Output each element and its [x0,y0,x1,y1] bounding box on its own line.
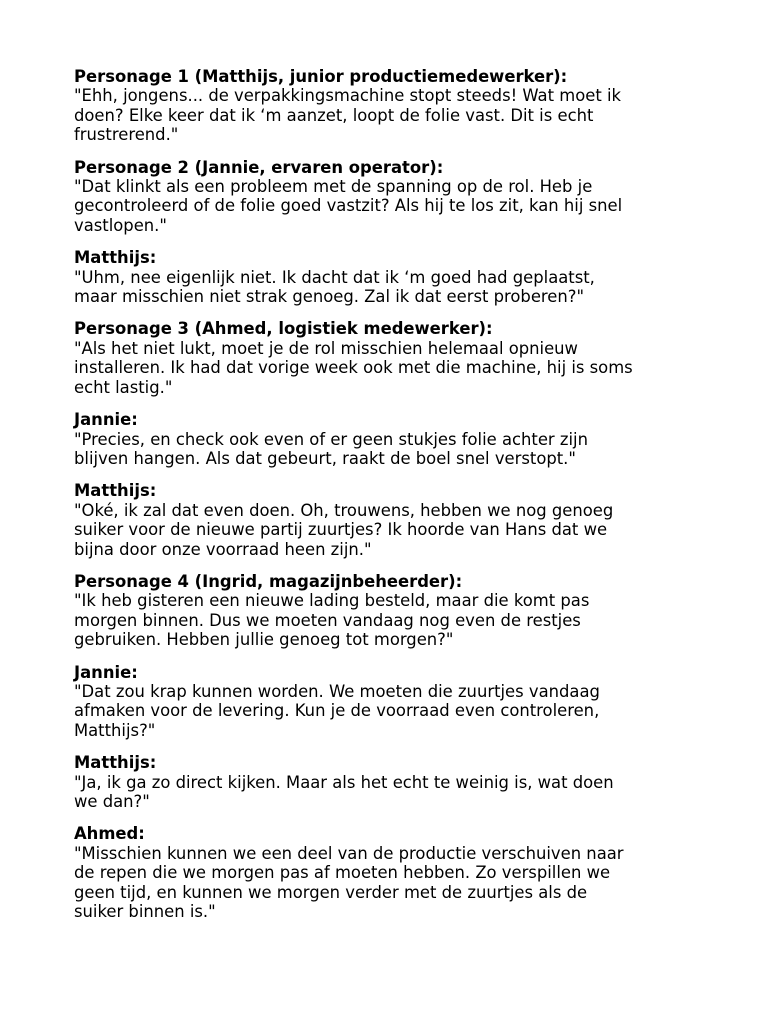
dialogue-line: frustrerend." [74,125,179,145]
dialogue-line: "Ja, ik ga zo direct kijken. Maar als het echt te weinig is, wat doen [74,772,614,792]
dialogue-block [74,663,714,741]
dialogue-block [74,410,714,468]
dialogue-line: "Ik heb gisteren een nieuwe lading besteld, maar die komt pas [74,591,590,611]
speaker-label: Ahmed: [74,824,145,844]
dialogue-line: Matthijs?" [74,720,156,740]
dialogue-line: echt lastig." [74,377,173,397]
dialogue-line: vastlopen." [74,215,167,235]
dialogue-block [74,67,714,145]
speaker-label: Jannie: [74,410,138,430]
dialogue-line: bijna door onze voorraad heen zijn." [74,539,372,559]
dialogue-line: "Misschien kunnen we een deel van de productie verschuiven naar [74,843,624,863]
dialogue-line: suiker voor de nieuwe partij zuurtjes? Ik hoorde van Hans dat we [74,520,608,540]
speaker-label: Personage 3 (Ahmed, logistiek medewerker): [74,319,493,339]
dialogue-block [74,481,714,559]
dialogue-line: "Uhm, nee eigenlijk niet. Ik dacht dat ik ‘m goed had geplaatst, [74,267,595,287]
dialogue-line: gecontroleerd of de folie goed vastzit? Als hij te los zit, kan hij snel [74,196,623,216]
dialogue-line: "Dat klinkt als een probleem met de spanning op de rol. Heb je [74,177,593,197]
dialogue-line: doen? Elke keer dat ik ‘m aanzet, loopt de folie vast. Dit is echt [74,105,594,125]
dialogue-block [74,248,714,306]
dialogue-line: "Dat zou krap kunnen worden. We moeten die zuurtjes vandaag [74,681,600,701]
dialogue-line: gebruiken. Hebben jullie genoeg tot morgen?" [74,630,454,650]
dialogue-line: "Precies, en check ook even of er geen stukjes folie achter zijn [74,429,588,449]
dialogue-line: de repen die we morgen pas af moeten hebben. Zo verspillen we [74,863,611,883]
dialogue-block [74,572,714,650]
speaker-label: Jannie: [74,662,138,682]
dialogue-line: geen tijd, en kunnen we morgen verder met de zuurtjes als de [74,882,588,902]
speaker-label: Personage 2 (Jannie, ervaren operator): [74,157,444,177]
dialogue-block [74,824,714,921]
speaker-label: Personage 1 (Matthijs, junior productiemedewerker): [74,67,568,86]
dialogue-line: afmaken voor de levering. Kun je de voorraad even controleren, [74,701,600,721]
dialogue-transcript [74,67,714,921]
dialogue-block [74,319,714,397]
dialogue-line: installeren. Ik had dat vorige week ook met die machine, hij is soms [74,358,633,378]
dialogue-line: blijven hangen. Als dat gebeurt, raakt de boel snel verstopt." [74,448,576,468]
dialogue-line: we dan?" [74,792,150,811]
dialogue-line: morgen binnen. Dus we moeten vandaag nog even de restjes [74,610,581,630]
speaker-label: Personage 4 (Ingrid, magazijnbeheerder): [74,571,463,591]
speaker-label: Matthijs: [74,481,157,501]
dialogue-line: maar misschien niet strak genoeg. Zal ik dat eerst proberen?" [74,287,585,307]
speaker-label: Matthijs: [74,753,157,773]
speaker-label: Matthijs: [74,248,157,268]
dialogue-block [74,753,714,811]
dialogue-block [74,158,714,236]
dialogue-line: suiker binnen is." [74,902,216,922]
dialogue-line: "Als het niet lukt, moet je de rol misschien helemaal opnieuw [74,338,578,358]
dialogue-line: "Oké, ik zal dat even doen. Oh, trouwens, hebben we nog genoeg [74,500,614,520]
dialogue-line: "Ehh, jongens... de verpakkingsmachine stopt steeds! Wat moet ik [74,86,621,106]
document-page [74,67,714,934]
